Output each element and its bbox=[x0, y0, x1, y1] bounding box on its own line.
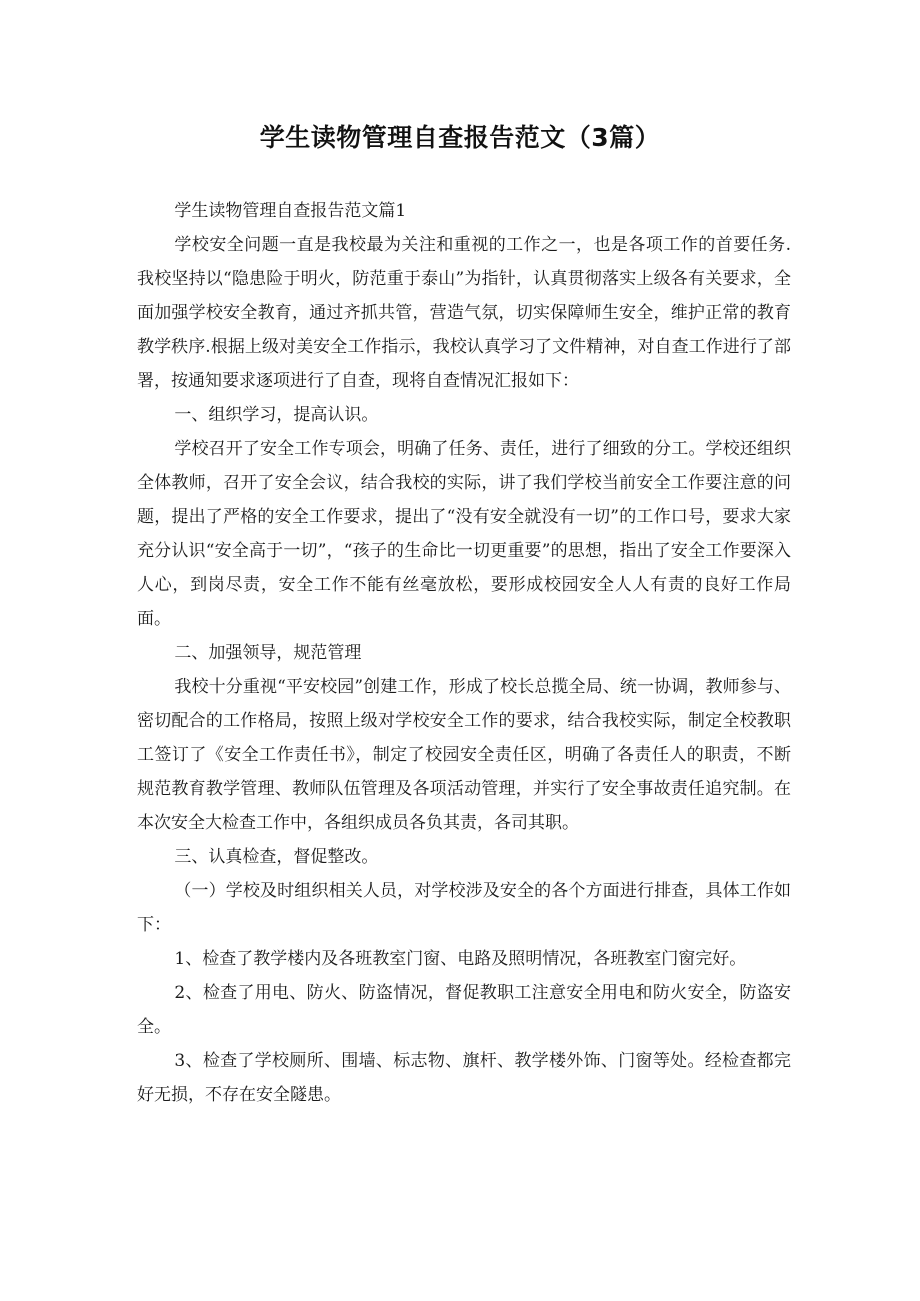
paragraph: 学校安全问题一直是我校最为关注和重视的工作之一，也是各项工作的首要任务.我校坚持以“隐患险于明火，防范重于泰山”为指针，认真贯彻落实上级各有关要求，全面加强学校安全教育，通过齐抓共管，营造气氛，切实保障师生安全，维护正常的教育教学秩序.根据上级对美安全工作指示，我校认真学习了文件精神，对自查工作进行了部署，按通知要求逐项进行了自查，现将自查情况汇报如下： bbox=[137, 235, 791, 391]
section-heading: 三、认真检查，督促整改。 bbox=[174, 847, 379, 867]
section-heading: 二、加强领导，规范管理 bbox=[174, 643, 362, 663]
section-heading: 一、组织学习，提高认识。 bbox=[174, 405, 379, 425]
section-heading: 学生读物管理自查报告范文篇1 bbox=[174, 201, 407, 221]
paragraph: 我校十分重视“平安校园”创建工作，形成了校长总揽全局、统一协调，教师参与、密切配合的工作格局，按照上级对学校安全工作的要求，结合我校实际，制定全校教职工签订了《安全工作责任书》，制定了校园安全责任区，明确了各责任人的职责，不断规范教育教学管理、教师队伍管理及各项活动管理，并实行了安全事故责任追究制。在本次安全大检查工作中，各组织成员各负其责，各司其职。 bbox=[137, 677, 791, 833]
list-item: 2、检查了用电、防火、防盗情况，督促教职工注意安全用电和防火安全，防盗安全。 bbox=[137, 983, 791, 1037]
list-item: 3、检查了学校厕所、围墙、标志物、旗杆、教学楼外饰、门窗等处。经检查都完好无损，不存在安全隧患。 bbox=[137, 1051, 791, 1105]
document-body bbox=[137, 194, 791, 1112]
document-title: 学生读物管理自查报告范文（3篇） bbox=[259, 123, 661, 152]
paragraph: 学校召开了安全工作专项会，明确了任务、责任，进行了细致的分工。学校还组织全体教师，召开了安全会议，结合我校的实际，讲了我们学校当前安全工作要注意的问题，提出了严格的安全工作要求，提出了“没有安全就没有一切”的工作口号，要求大家充分认识“安全高于一切”，“孩子的生命比一切更重要”的思想，指出了安全工作要深入人心，到岗尽责，安全工作不能有丝毫放松，要形成校园安全人人有责的良好工作局面。 bbox=[137, 439, 791, 629]
list-item: 1、检查了教学楼内及各班教室门窗、电路及照明情况，各班教室门窗完好。 bbox=[174, 949, 747, 969]
paragraph: （一）学校及时组织相关人员，对学校涉及安全的各个方面进行排查，具体工作如下： bbox=[137, 881, 791, 935]
